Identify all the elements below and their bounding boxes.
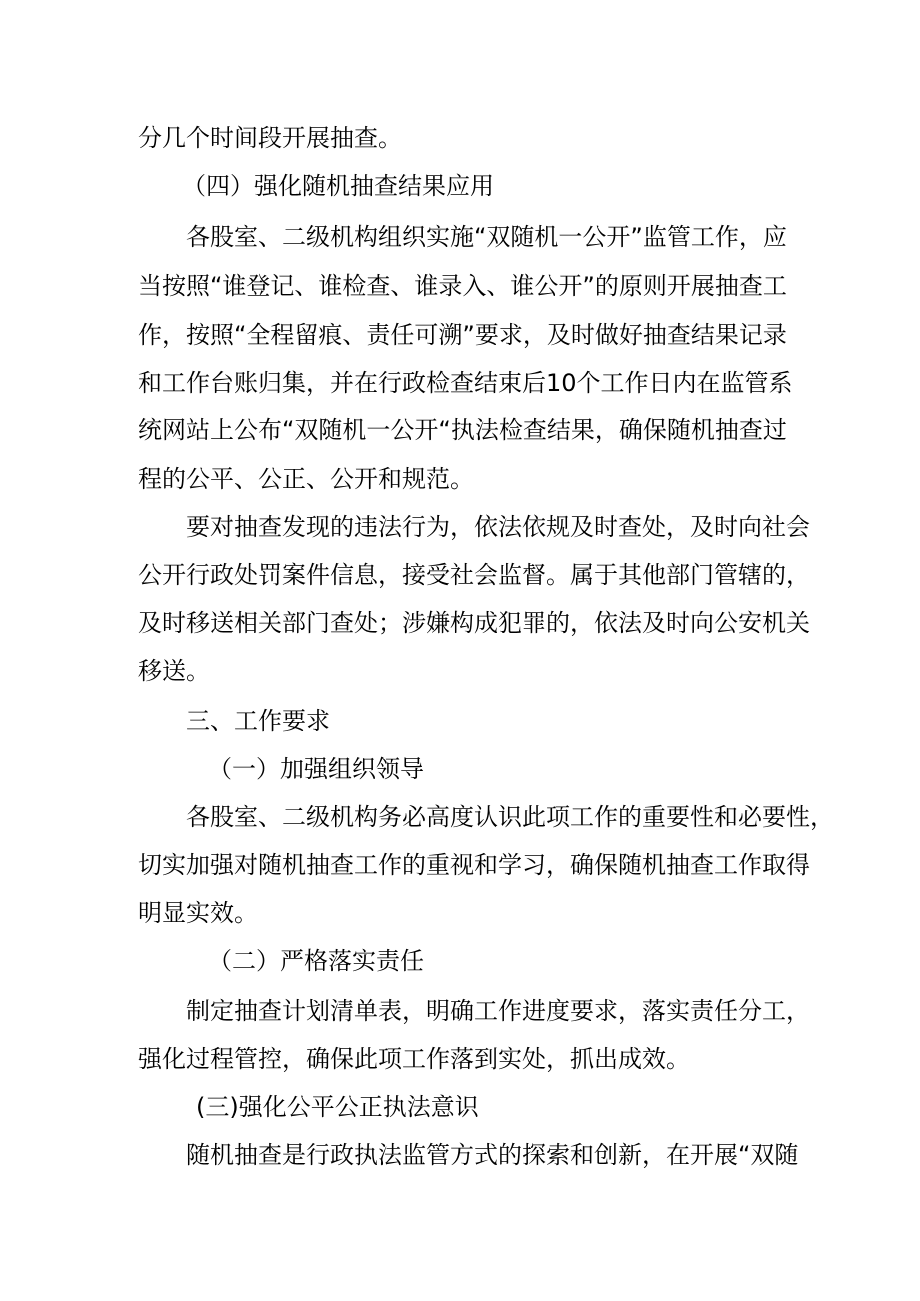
paragraph-line: 要对抽查发现的违法行为，依法依规及时查处，及时向社会: [186, 513, 810, 541]
paragraph-line: 切实加强对随机抽查工作的重视和学习，确保随机抽查工作取得: [138, 851, 810, 879]
paragraph-line: 当按照“谁登记、谁检查、谁录入、谁公开”的原则开展抽查工: [138, 272, 787, 300]
paragraph-line: 明显实效。: [138, 899, 258, 927]
paragraph-line: 和工作台账归集，并在行政检查结束后10个工作日内在监管系: [138, 369, 793, 397]
paragraph-line: 各股室、二级机构务必高度认识此项工作的重要性和必要性，: [186, 803, 834, 831]
paragraph-line: 公开行政处罚案件信息，接受社会监督。属于其他部门管辖的，: [138, 561, 810, 589]
paragraph-line: 移送。: [138, 657, 210, 685]
subsection-heading-3: (三)强化公平公正执法意识: [196, 1093, 479, 1121]
subsection-heading-2: （二）严格落实责任: [208, 947, 424, 975]
paragraph-line: 作，按照“全程留痕、责任可溯”要求，及时做好抽查结果记录: [138, 321, 787, 349]
paragraph-line: 强化过程管控，确保此项工作落到实处，抓出成效。: [138, 1045, 690, 1073]
paragraph-line: 随机抽查是行政执法监管方式的探索和创新，在开展“双随: [186, 1141, 799, 1169]
paragraph-line: 各股室、二级机构组织实施“双随机一公开”监管工作，应: [186, 223, 787, 251]
paragraph-line: 及时移送相关部门查处；涉嫌构成犯罪的，依法及时向公安机关: [138, 609, 810, 637]
body-text-line: 分几个时间段开展抽查。: [138, 124, 402, 152]
subsection-heading-1: （一）加强组织领导: [208, 755, 424, 783]
paragraph-line: 程的公平、公正、公开和规范。: [138, 465, 474, 493]
paragraph-line: 统网站上公布“双随机一公开“执法检查结果，确保随机抽查过: [138, 416, 787, 444]
section-heading-3: 三、工作要求: [186, 707, 330, 735]
section-heading-4: （四）强化随机抽查结果应用: [182, 172, 494, 200]
paragraph-line: 制定抽查计划清单表，明确工作进度要求，落实责任分工，: [186, 997, 810, 1025]
